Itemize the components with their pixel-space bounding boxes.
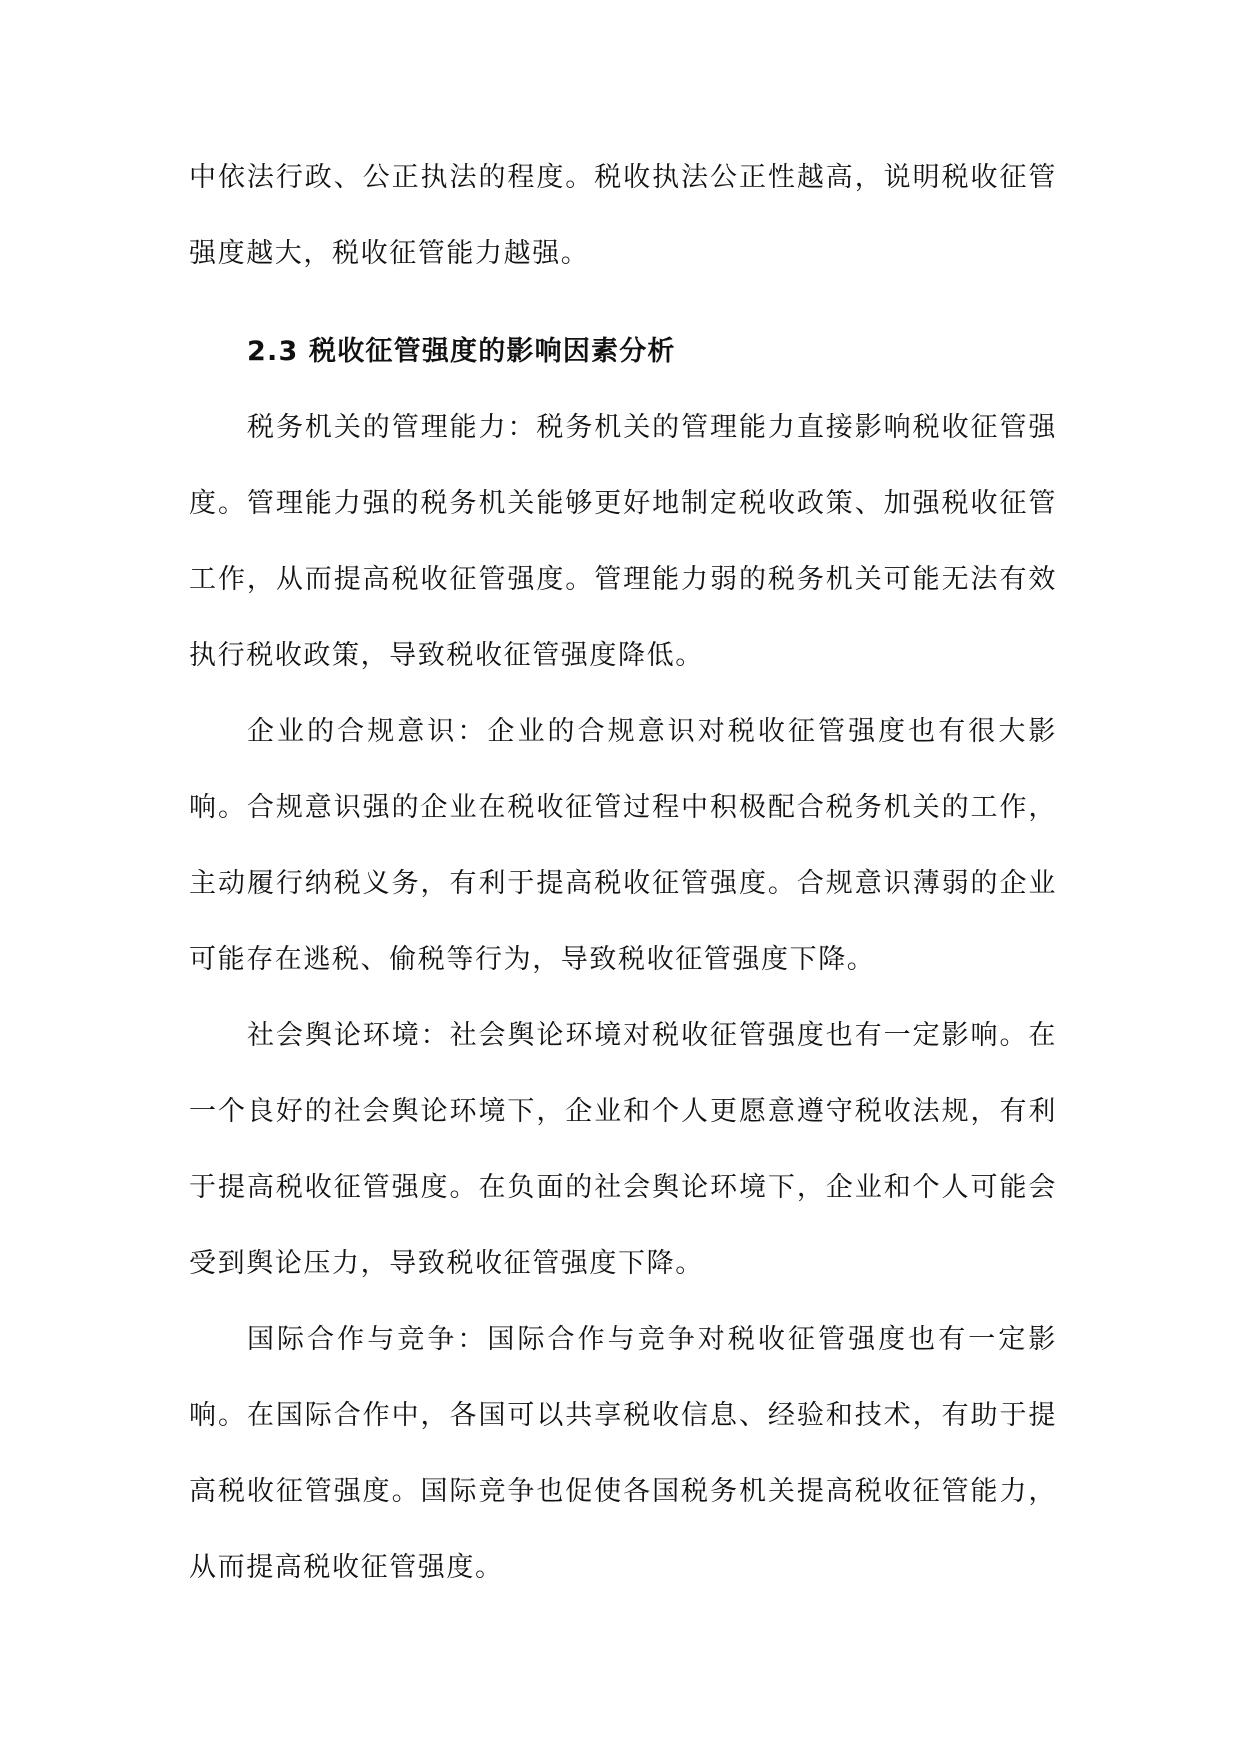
paragraph-compliance-awareness: 企业的合规意识：企业的合规意识对税收征管强度也有很大影响。合规意识强的企业在税收征管过程中积极配合税务机关的工作，主动履行纳税义务，有利于提高税收征管强度。合规意识薄弱的企业可能存在逃税、偷税等行为，导致税收征管强度下降。 xyxy=(189,716,1057,975)
section-heading: 2.3 税收征管强度的影响因素分析 xyxy=(247,336,676,367)
paragraph-public-opinion: 社会舆论环境：社会舆论环境对税收征管强度也有一定影响。在一个良好的社会舆论环境下，企业和个人更愿意遵守税收法规，有利于提高税收征管强度。在负面的社会舆论环境下，企业和个人可能会受到舆论压力，导致税收征管强度下降。 xyxy=(189,1020,1057,1279)
continued-paragraph: 中依法行政、公正执法的程度。税收执法公正性越高，说明税收征管强度越大，税收征管能力越强。 xyxy=(189,162,1057,269)
paragraph-international-cooperation: 国际合作与竞争：国际合作与竞争对税收征管强度也有一定影响。在国际合作中，各国可以共享税收信息、经验和技术，有助于提高税收征管强度。国际竞争也促使各国税务机关提高税收征管能力，从而提高税收征管强度。 xyxy=(189,1324,1057,1583)
paragraph-management-capacity: 税务机关的管理能力：税务机关的管理能力直接影响税收征管强度。管理能力强的税务机关能够更好地制定税收政策、加强税收征管工作，从而提高税收征管强度。管理能力弱的税务机关可能无法有效执行税收政策，导致税收征管强度降低。 xyxy=(189,412,1057,671)
document-body xyxy=(189,140,1057,1606)
